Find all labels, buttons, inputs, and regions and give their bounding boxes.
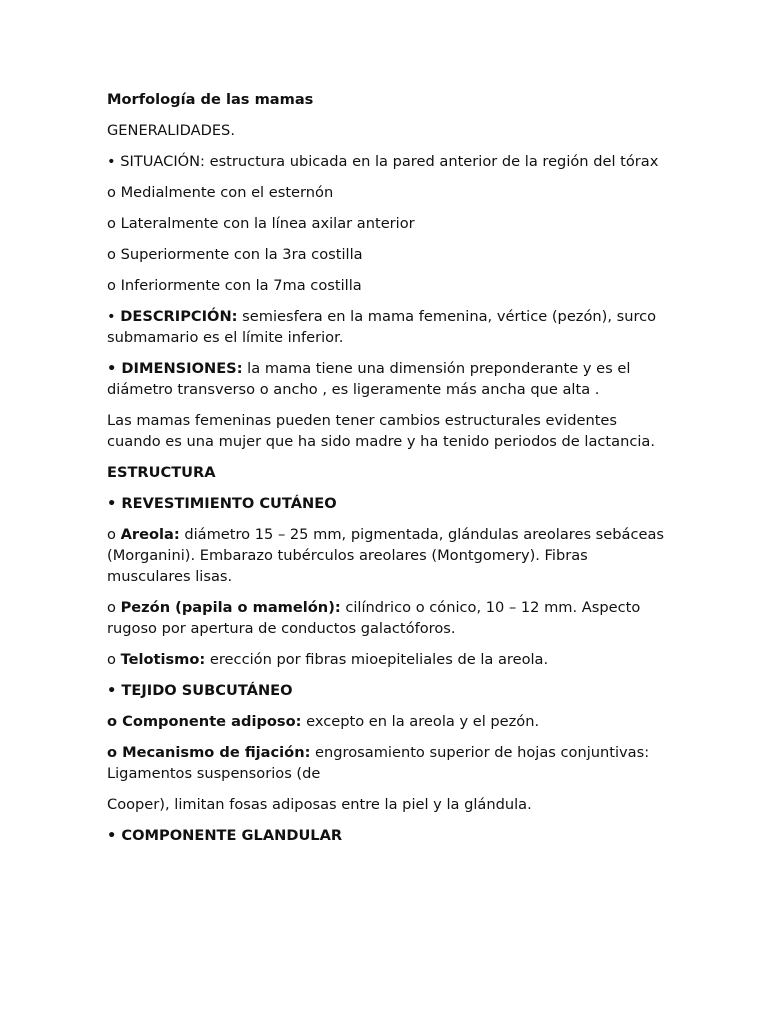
paragraph-lead: Pezón (papila o mamelón): — [120, 599, 341, 616]
paragraph-text: Cooper), limitan fosas adiposas entre la piel y la glándula. — [107, 796, 532, 813]
document-page — [107, 89, 667, 856]
paragraph — [107, 306, 667, 348]
paragraph — [107, 493, 667, 514]
paragraph-lead: ESTRUCTURA — [107, 464, 216, 481]
paragraph-text: Las mamas femeninas pueden tener cambios estructurales evidentes cuando es una mujer que ha sido madre y ha tenido periodos de lactancia. — [107, 412, 655, 450]
paragraph-lead: Telotismo: — [120, 651, 206, 668]
paragraph-lead: • TEJIDO SUBCUTÁNEO — [107, 682, 293, 699]
paragraph-text: la mama tiene una dimensión preponderante y es el diámetro transverso o ancho , es ligeramente más ancha que alta . — [107, 360, 631, 398]
paragraph — [107, 794, 667, 815]
paragraph-text: erección por fibras mioepiteliales de la areola. — [205, 651, 549, 668]
paragraph-text: diámetro 15 – 25 mm, pigmentada, glándulas areolares sebáceas (Morganini). Embarazo tubérculos areolares (Montgomery). Fibras musculares lisas. — [107, 526, 665, 585]
paragraph — [107, 410, 667, 452]
paragraph-text: excepto en la areola y el pezón. — [301, 713, 540, 730]
paragraph — [107, 151, 667, 172]
paragraph — [107, 275, 667, 296]
paragraph-text: o Lateralmente con la línea axilar anterior — [107, 215, 415, 232]
paragraph-text: engrosamiento superior de hojas conjuntivas: Ligamentos suspensorios (de — [107, 744, 650, 782]
paragraph — [107, 462, 667, 483]
paragraph-text: semiesfera en la mama femenina, vértice (pezón), surco submamario es el límite inferior. — [107, 308, 657, 346]
paragraph-text: o Medialmente con el esternón — [107, 184, 334, 201]
paragraph — [107, 358, 667, 400]
paragraph-text: GENERALIDADES. — [107, 122, 235, 139]
paragraph-text: cilíndrico o cónico, 10 – 12 mm. Aspecto rugoso por apertura de conductos galactóforos. — [107, 599, 641, 637]
paragraph-lead: • DIMENSIONES: — [107, 360, 243, 377]
paragraph-prefix: o — [107, 651, 121, 668]
paragraph — [107, 825, 667, 846]
document-body — [107, 120, 667, 846]
paragraph — [107, 213, 667, 234]
paragraph — [107, 244, 667, 265]
paragraph — [107, 680, 667, 701]
paragraph-text: o Superiormente con la 3ra costilla — [107, 246, 363, 263]
paragraph — [107, 597, 667, 639]
paragraph — [107, 711, 667, 732]
paragraph-lead: o Mecanismo de fijación: — [107, 744, 311, 761]
paragraph — [107, 524, 667, 587]
document-title: Morfología de las mamas — [107, 91, 314, 108]
paragraph-lead: DESCRIPCIÓN: — [120, 308, 238, 325]
paragraph-lead: • REVESTIMIENTO CUTÁNEO — [107, 495, 337, 512]
paragraph-prefix: • — [107, 308, 121, 325]
paragraph-prefix: o — [107, 599, 121, 616]
paragraph — [107, 742, 667, 784]
paragraph — [107, 182, 667, 203]
paragraph-lead: • COMPONENTE GLANDULAR — [107, 827, 343, 844]
paragraph-prefix: o — [107, 526, 121, 543]
paragraph-lead: o Componente adiposo: — [107, 713, 302, 730]
paragraph-text: • SITUACIÓN: estructura ubicada en la pared anterior de la región del tórax — [107, 153, 659, 170]
paragraph — [107, 120, 667, 141]
paragraph-text: o Inferiormente con la 7ma costilla — [107, 277, 362, 294]
paragraph-lead: Areola: — [120, 526, 180, 543]
paragraph — [107, 649, 667, 670]
